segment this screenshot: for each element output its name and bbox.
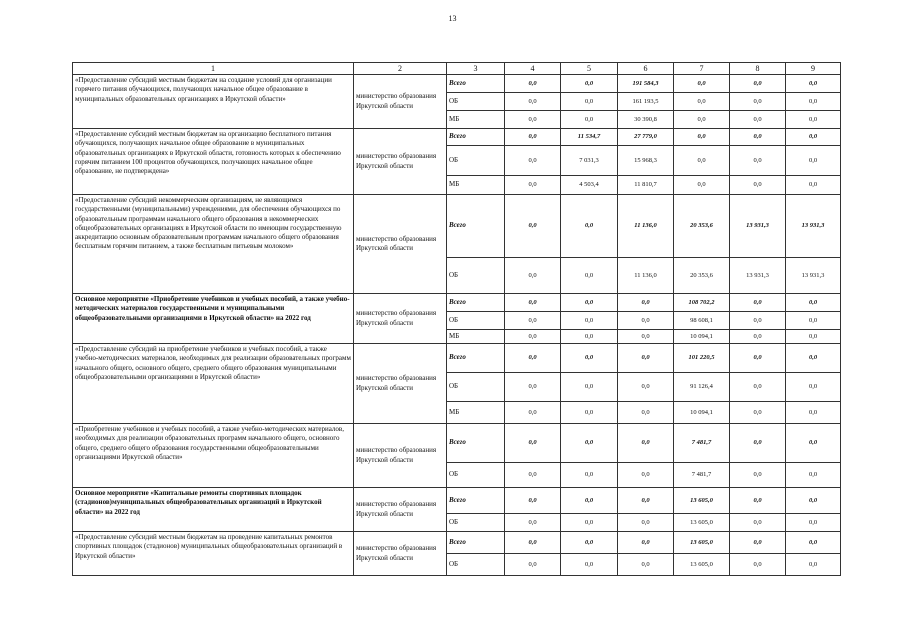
amount-cell: 0,0 — [786, 129, 841, 146]
activity-description: «Предоставление субсидий на приобретение учебников и учебных пособий, а также учебно-методических материалов, необходимых для реализации образовательных программ начального общего, основного общего, среднего общего образования муниципальными общеобразовательными организациями в Иркутской области» — [73, 344, 354, 424]
amount-cell: 27 779,0 — [618, 129, 674, 146]
funding-source: ОБ — [447, 258, 505, 294]
amount-cell: 0,0 — [786, 514, 841, 532]
amount-cell: 0,0 — [618, 402, 674, 424]
amount-cell: 0,0 — [505, 463, 561, 488]
amount-cell: 0,0 — [505, 373, 561, 402]
header-row — [73, 63, 841, 75]
activity-description: «Приобретение учебников и учебных пособий, а также учебно-методических материалов, необходимых для реализации образовательных программ начального общего, основного общего, среднего общего образования государственными общеобразовательными организациями Иркутской области» — [73, 424, 354, 488]
amount-cell: 11 136,0 — [618, 195, 674, 258]
amount-cell: 13 931,3 — [786, 258, 841, 294]
funding-source: ОБ — [447, 373, 505, 402]
activity-description: «Предоставление субсидий местным бюджетам на создание условий для организации горячего питания обучающихся, получающих начальное общее образование в муниципальных образовательных организациях в Иркутской области» — [73, 75, 354, 129]
amount-cell: 13 931,3 — [786, 195, 841, 258]
activity-description: «Предоставление субсидий некоммерческим организациям, не являющимся государственными (муниципальными) учреждениями, для обеспечения обучающихся по образовательным программам начального общего образования в некоммерческих общеобразовательных организациях в Иркутской области по имеющим государственную аккредитацию основным образовательным программам начального общего образования бесплатным горячим питанием, а также бесплатным питьевым молоком» — [73, 195, 354, 294]
amount-cell: 0,0 — [786, 75, 841, 93]
column-header: 3 — [447, 63, 505, 75]
amount-cell: 0,0 — [561, 514, 618, 532]
amount-cell: 0,0 — [561, 532, 618, 554]
amount-cell: 0,0 — [730, 402, 786, 424]
amount-cell: 0,0 — [730, 488, 786, 514]
responsible-organization: министерство образования Иркутской области — [354, 294, 447, 344]
amount-cell: 0,0 — [561, 312, 618, 330]
amount-cell: 0,0 — [618, 344, 674, 373]
activity-description: «Предоставление субсидий местным бюджетам на проведение капитальных ремонтов спортивных площадок (стадионов) муниципальных общеобразовательных организаций в Иркутской области» — [73, 532, 354, 576]
amount-cell: 0,0 — [618, 312, 674, 330]
amount-cell: 0,0 — [505, 176, 561, 195]
funding-source: ОБ — [447, 146, 505, 176]
amount-cell: 0,0 — [561, 75, 618, 93]
column-header: 9 — [786, 63, 841, 75]
responsible-organization: министерство образования Иркутской области — [354, 488, 447, 532]
funding-source: МБ — [447, 330, 505, 344]
amount-cell: 13 605,0 — [674, 514, 730, 532]
amount-cell: 0,0 — [730, 514, 786, 532]
column-header: 7 — [674, 63, 730, 75]
amount-cell: 0,0 — [561, 330, 618, 344]
amount-cell: 0,0 — [786, 463, 841, 488]
amount-cell: 0,0 — [730, 176, 786, 195]
funding-source: Всего — [447, 129, 505, 146]
funding-source: МБ — [447, 176, 505, 195]
amount-cell: 0,0 — [786, 111, 841, 129]
amount-cell: 0,0 — [674, 93, 730, 111]
amount-cell: 0,0 — [561, 111, 618, 129]
funding-source: ОБ — [447, 312, 505, 330]
amount-cell: 0,0 — [730, 111, 786, 129]
amount-cell: 98 608,1 — [674, 312, 730, 330]
amount-cell: 0,0 — [618, 532, 674, 554]
amount-cell: 0,0 — [786, 402, 841, 424]
amount-cell: 0,0 — [730, 146, 786, 176]
amount-cell: 0,0 — [674, 75, 730, 93]
amount-cell: 161 193,5 — [618, 93, 674, 111]
funding-source: МБ — [447, 111, 505, 129]
table-row — [73, 195, 841, 258]
amount-cell: 13 605,0 — [674, 532, 730, 554]
amount-cell: 101 220,5 — [674, 344, 730, 373]
amount-cell: 13 605,0 — [674, 488, 730, 514]
amount-cell: 0,0 — [561, 294, 618, 312]
amount-cell: 30 390,8 — [618, 111, 674, 129]
amount-cell: 0,0 — [618, 488, 674, 514]
amount-cell: 0,0 — [786, 344, 841, 373]
amount-cell: 0,0 — [618, 554, 674, 576]
amount-cell: 0,0 — [561, 93, 618, 111]
amount-cell: 0,0 — [730, 554, 786, 576]
amount-cell: 0,0 — [505, 344, 561, 373]
column-header: 5 — [561, 63, 618, 75]
amount-cell: 0,0 — [505, 532, 561, 554]
amount-cell: 0,0 — [730, 294, 786, 312]
funding-source: Всего — [447, 532, 505, 554]
amount-cell: 191 584,3 — [618, 75, 674, 93]
amount-cell: 0,0 — [786, 424, 841, 463]
amount-cell: 0,0 — [618, 424, 674, 463]
amount-cell: 0,0 — [561, 373, 618, 402]
activity-description: «Предоставление субсидий местным бюджетам на организацию бесплатного питания обучающихся, получающих начальное общее образование в муниципальных образовательных организациях в Иркутской области, готовность которых к обеспечению горячим питанием 100 процентов обучающихся, получающих начальное общее образование, не подтверждена» — [73, 129, 354, 195]
amount-cell: 0,0 — [730, 312, 786, 330]
amount-cell: 0,0 — [786, 488, 841, 514]
amount-cell: 11 136,0 — [618, 258, 674, 294]
column-header: 8 — [730, 63, 786, 75]
amount-cell: 13 605,0 — [674, 554, 730, 576]
amount-cell: 0,0 — [505, 330, 561, 344]
amount-cell: 20 353,6 — [674, 195, 730, 258]
amount-cell: 0,0 — [561, 424, 618, 463]
column-header: 2 — [354, 63, 447, 75]
amount-cell: 0,0 — [618, 463, 674, 488]
amount-cell: 0,0 — [786, 532, 841, 554]
amount-cell: 0,0 — [674, 111, 730, 129]
amount-cell: 0,0 — [561, 402, 618, 424]
funding-source: ОБ — [447, 93, 505, 111]
amount-cell: 20 353,6 — [674, 258, 730, 294]
budget-table — [72, 62, 841, 576]
amount-cell: 0,0 — [786, 330, 841, 344]
amount-cell: 10 094,1 — [674, 330, 730, 344]
responsible-organization: министерство образования Иркутской области — [354, 129, 447, 195]
amount-cell: 0,0 — [786, 373, 841, 402]
page-number: 13 — [448, 14, 457, 23]
amount-cell: 13 931,3 — [730, 258, 786, 294]
amount-cell: 15 968,3 — [618, 146, 674, 176]
activity-description: Основное мероприятие «Приобретение учебников и учебных пособий, а также учебно-методических материалов государственными и муниципальными общеобразовательными организациями в Иркутской области» на 2022 год — [73, 294, 354, 344]
table-row — [73, 424, 841, 463]
amount-cell: 0,0 — [505, 258, 561, 294]
amount-cell: 7 031,3 — [561, 146, 618, 176]
table-row — [73, 344, 841, 373]
amount-cell: 0,0 — [730, 373, 786, 402]
funding-source: Всего — [447, 344, 505, 373]
amount-cell: 0,0 — [505, 195, 561, 258]
table-row — [73, 75, 841, 93]
amount-cell: 0,0 — [561, 488, 618, 514]
activity-description: Основное мероприятие «Капитальные ремонты спортивных площадок (стадионов)муниципальных общеобразовательных организаций в Иркутской области» на 2022 год — [73, 488, 354, 532]
funding-source: Всего — [447, 424, 505, 463]
table-row — [73, 488, 841, 514]
amount-cell: 0,0 — [561, 463, 618, 488]
responsible-organization: министерство образования Иркутской области — [354, 532, 447, 576]
amount-cell: 13 931,3 — [730, 195, 786, 258]
amount-cell: 4 503,4 — [561, 176, 618, 195]
responsible-organization: министерство образования Иркутской области — [354, 195, 447, 294]
funding-source: Всего — [447, 488, 505, 514]
amount-cell: 0,0 — [505, 111, 561, 129]
column-header: 1 — [73, 63, 354, 75]
amount-cell: 0,0 — [730, 424, 786, 463]
amount-cell: 0,0 — [505, 488, 561, 514]
amount-cell: 10 094,1 — [674, 402, 730, 424]
funding-source: МБ — [447, 402, 505, 424]
amount-cell: 0,0 — [730, 532, 786, 554]
responsible-organization: министерство образования Иркутской области — [354, 75, 447, 129]
amount-cell: 0,0 — [561, 344, 618, 373]
amount-cell: 0,0 — [730, 330, 786, 344]
amount-cell: 11 810,7 — [618, 176, 674, 195]
amount-cell: 0,0 — [505, 146, 561, 176]
amount-cell: 0,0 — [786, 312, 841, 330]
amount-cell: 0,0 — [674, 176, 730, 195]
amount-cell: 0,0 — [730, 93, 786, 111]
amount-cell: 108 702,2 — [674, 294, 730, 312]
amount-cell: 0,0 — [505, 312, 561, 330]
amount-cell: 0,0 — [730, 463, 786, 488]
amount-cell: 0,0 — [505, 93, 561, 111]
funding-source: ОБ — [447, 463, 505, 488]
responsible-organization: министерство образования Иркутской области — [354, 424, 447, 488]
amount-cell: 7 481,7 — [674, 424, 730, 463]
amount-cell: 0,0 — [730, 75, 786, 93]
amount-cell: 0,0 — [505, 294, 561, 312]
amount-cell: 0,0 — [505, 402, 561, 424]
amount-cell: 0,0 — [730, 129, 786, 146]
funding-source: ОБ — [447, 554, 505, 576]
funding-source: Всего — [447, 75, 505, 93]
amount-cell: 0,0 — [618, 373, 674, 402]
amount-cell: 0,0 — [786, 176, 841, 195]
amount-cell: 0,0 — [505, 514, 561, 532]
amount-cell: 91 126,4 — [674, 373, 730, 402]
amount-cell: 0,0 — [505, 75, 561, 93]
funding-source: ОБ — [447, 514, 505, 532]
amount-cell: 7 481,7 — [674, 463, 730, 488]
amount-cell: 0,0 — [730, 344, 786, 373]
amount-cell: 11 534,7 — [561, 129, 618, 146]
table-row — [73, 129, 841, 146]
amount-cell: 0,0 — [505, 424, 561, 463]
amount-cell: 0,0 — [786, 93, 841, 111]
table-row — [73, 294, 841, 312]
amount-cell: 0,0 — [674, 129, 730, 146]
amount-cell: 0,0 — [561, 554, 618, 576]
responsible-organization: министерство образования Иркутской области — [354, 344, 447, 424]
column-header: 4 — [505, 63, 561, 75]
amount-cell: 0,0 — [505, 129, 561, 146]
amount-cell: 0,0 — [786, 146, 841, 176]
amount-cell: 0,0 — [786, 554, 841, 576]
funding-source: Всего — [447, 294, 505, 312]
amount-cell: 0,0 — [505, 554, 561, 576]
amount-cell: 0,0 — [561, 195, 618, 258]
amount-cell: 0,0 — [618, 294, 674, 312]
table-row — [73, 532, 841, 554]
amount-cell: 0,0 — [674, 146, 730, 176]
funding-source: Всего — [447, 195, 505, 258]
amount-cell: 0,0 — [786, 294, 841, 312]
amount-cell: 0,0 — [561, 258, 618, 294]
amount-cell: 0,0 — [618, 514, 674, 532]
column-header: 6 — [618, 63, 674, 75]
amount-cell: 0,0 — [618, 330, 674, 344]
